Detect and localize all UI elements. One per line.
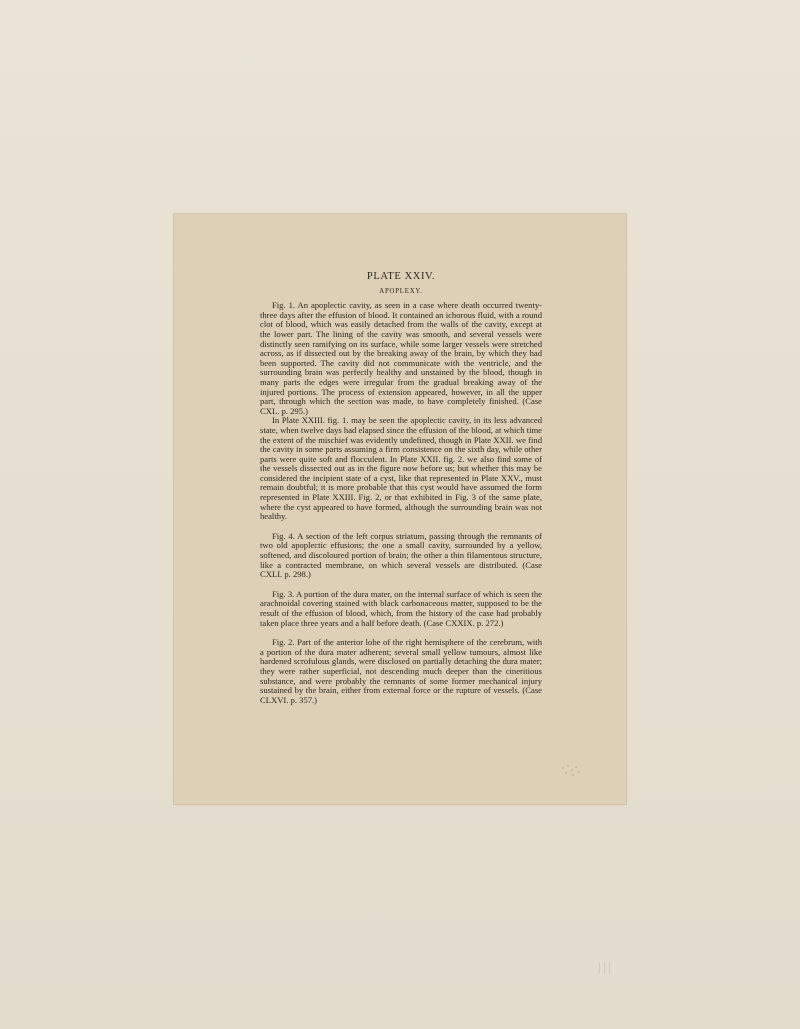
paragraph-fig-3: Fig. 3. A portion of the dura mater, on the internal surface of which is seen the arachnoidal covering stained with black carbonaceous matter, supposed to be the result of the effusion of blood, which, from the history of the case had probably taken place three years and a half before death. (Case CXXIX. p. 272.) <box>260 588 542 628</box>
paragraph-fig-4: Fig. 4. A section of the left corpus striatum, passing through the remnants of two old apoplectic effusions; the one a small cavity, surrounded by a yellow, softened, and discoloured portion of brain; the other a thin filamentous structure, like a contracted membrane, on which several vessels are distributed. (Case CXLI. p. 298.) <box>260 530 542 580</box>
paragraph-fig-1: Fig. 1. An apoplectic cavity, as seen in a case where death occurred twenty-three days after the effusion of blood. It contained an ichorous fluid, with a round clot of blood, which was easily detached from the walls of the cavity, except at the lower part. The lining of the cavity was smooth, and several vessels were distinctly seen ramifying on its surface, while some larger vessels were stretched across, as if dissected out by the breaking away of the brain, by which they had been supported. The cavity did not communicate with the ventricle, and the surrounding brain was perfectly healthy and unstained by the blood, though in many parts the edges were irregular from the gradual breaking away of the injured portions. The process of extension appeared, however, in all the upper part, through which the section was made, to have completely finished. (Case CXL. p. 295.) <box>260 300 542 416</box>
paragraph-fig-2: Fig. 2. Part of the anterior lobe of the right hemisphere of the cerebrum, with a portion of the dura mater adherent; several small yellow tumours, almost like hardened scrofulous glands, were disclosed on partially detaching the dura mater; they were rather superficial, not descending much deeper than the cineritious substance, and were probably the remnants of some former mechanical injury sustained by the brain, either from external force or the rupture of vessels. (Case CLXVI. p. 357.) <box>260 637 542 705</box>
paragraph-plate-xxiii-note: In Plate XXIII. fig. 1. may be seen the apoplectic cavity, in its less advanced state, when twelve days had elapsed since the effusion of the blood, at which time the extent of the mischief was evidently undefined, though in Plate XXII. we find the cavity in some parts assuming a firm consistence on the sixth day, while other parts were quite soft and flocculent. In Plate XXII. fig. 2. we also find some of the vessels dissected out as in the figure now before us; but whether this may be considered the incipient state of a cyst, like that represented in Plate XXV., must remain doubtful; it is more probable that this cyst would have assumed the form represented in Plate XXIII. Fig. 2, or that exhibited in Fig. 3 of the same plate, where the cyst appeared to have formed, although the surrounding brain was not healthy. <box>260 415 542 522</box>
plate-subtitle: APOPLEXY. <box>379 287 423 295</box>
faint-pencil-mark <box>597 962 615 976</box>
paper-speckle-mark <box>560 764 582 778</box>
plate-text-block <box>260 272 542 705</box>
plate-title: PLATE XXIV. <box>366 271 436 282</box>
